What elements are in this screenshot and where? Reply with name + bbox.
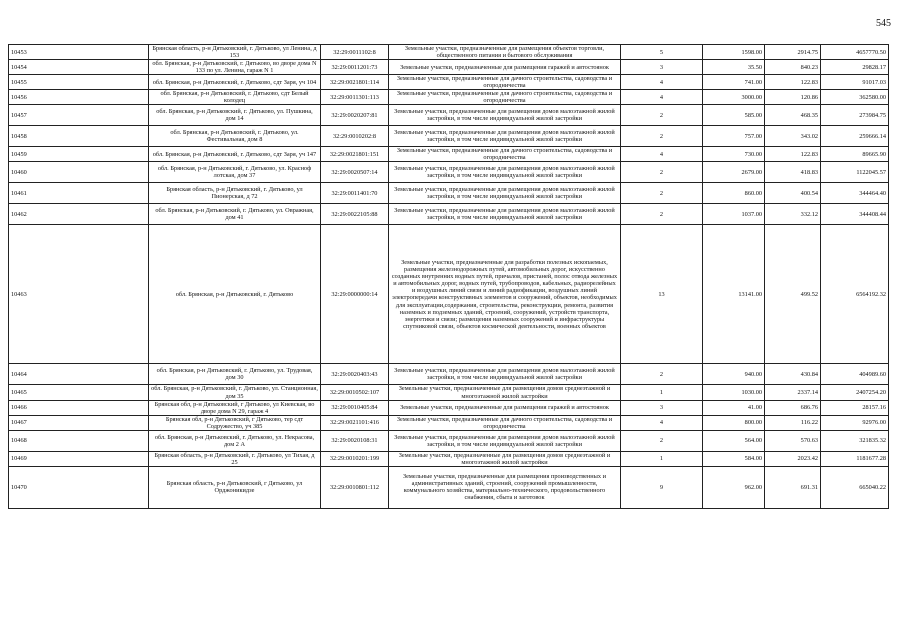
table-row — [9, 147, 889, 162]
land-use-cell: Земельные участки, предназначенные для дачного строительства, садоводства и огородничества — [389, 90, 621, 105]
address-cell: обл. Брянская, р-н Дятьковский, г. Дятьково, ул. Овражная, дом 41 — [149, 204, 321, 225]
cadastral-value-cell: 28157.16 — [821, 400, 889, 415]
land-use-cell: Земельные участки, предназначенные для размещения объектов торговли, общественного питания и бытового обслуживания — [389, 45, 621, 60]
area-cell: 13141.00 — [703, 225, 765, 364]
area-cell: 585.00 — [703, 105, 765, 126]
land-use-cell: Земельные участки, предназначенные для размещения домов среднеэтажной и многоэтажной жилой застройки — [389, 451, 621, 466]
row-number: 10466 — [9, 400, 149, 415]
row-number: 10469 — [9, 451, 149, 466]
address-cell: Брянская область, р-н Дятьковский, г Дятьково, ул Орджоникидзе — [149, 466, 321, 508]
specific-value-cell: 2023.42 — [765, 451, 821, 466]
specific-value-cell: 116.22 — [765, 415, 821, 430]
row-number: 10468 — [9, 430, 149, 451]
area-cell: 2679.00 — [703, 162, 765, 183]
specific-value-cell: 122.83 — [765, 147, 821, 162]
specific-value-cell: 468.35 — [765, 105, 821, 126]
area-cell: 564.00 — [703, 430, 765, 451]
area-cell: 757.00 — [703, 126, 765, 147]
cadastral-number-cell: 32:29:0010405:84 — [321, 400, 389, 415]
address-cell: обл. Брянская, р-н Дятьковский, г. Дятьково — [149, 225, 321, 364]
area-cell: 940.00 — [703, 364, 765, 385]
land-use-cell: Земельные участки, предназначенные для размещения производственных и административных зданий, строений, сооружений промышленности, коммунального хозяйства, материально-технического, продовольственного снабжения, сбыта и заготовок — [389, 466, 621, 508]
cadastral-number-cell: 32:29:0021801:114 — [321, 75, 389, 90]
address-cell: Брянская область, р-н Дятьковский, г. Дятьково, ул Пионерская, д 72 — [149, 183, 321, 204]
land-use-cell: Земельные участки, предназначенные для дачного строительства, садоводства и огородничества — [389, 415, 621, 430]
land-use-cell: Земельные участки, предназначенные для размещения домов малоэтажной жилой застройки, в том числе индивидуальной жилой застройки — [389, 183, 621, 204]
land-use-cell: Земельные участки, предназначенные для дачного строительства, садоводства и огородничества — [389, 147, 621, 162]
land-use-cell: Земельные участки, предназначенные для размещения домов малоэтажной жилой застройки, в том числе индивидуальной жилой застройки — [389, 105, 621, 126]
row-number: 10461 — [9, 183, 149, 204]
table-row — [9, 90, 889, 105]
table-row — [9, 60, 889, 75]
land-use-cell: Земельные участки, предназначенные для размещения домов малоэтажной жилой застройки, в том числе индивидуальной жилой застройки — [389, 162, 621, 183]
cadastral-number-cell: 32:29:0010201:199 — [321, 451, 389, 466]
group-cell: 4 — [621, 147, 703, 162]
table-row — [9, 126, 889, 147]
row-number: 10462 — [9, 204, 149, 225]
specific-value-cell: 430.84 — [765, 364, 821, 385]
cadastral-number-cell: 32:29:0010801:112 — [321, 466, 389, 508]
cadastral-number-cell: 32:29:0010502:107 — [321, 385, 389, 400]
address-cell: обл. Брянская, р-н Дятьковский, г. Дятьково, ул. Некрасова, дом 2 А — [149, 430, 321, 451]
cadastral-value-cell: 4657770.50 — [821, 45, 889, 60]
cadastral-value-cell: 29828.17 — [821, 60, 889, 75]
address-cell: обл. Брянская, р-н Дятьковский, г. Дятьково, сдт Белый колодец — [149, 90, 321, 105]
table-row — [9, 162, 889, 183]
land-use-cell: Земельные участки, предназначенные для размещения гаражей и автостоянок — [389, 60, 621, 75]
group-cell: 2 — [621, 105, 703, 126]
address-cell: Брянская обл, р-н Дятьковский, г Дятьково, тер сдт Содружество, уч 385 — [149, 415, 321, 430]
row-number: 10458 — [9, 126, 149, 147]
address-cell: Брянская область, р-н Дятьковский, г. Дятьково, ул Ленина, д 153 — [149, 45, 321, 60]
cadastral-number-cell: 32:29:0000000:14 — [321, 225, 389, 364]
address-cell: обл. Брянская, р-н Дятьковский, г. Дятьково, ул. Фестивальная, дом 8 — [149, 126, 321, 147]
cadastral-number-cell: 32:29:0011201:73 — [321, 60, 389, 75]
cadastral-value-cell: 362580.00 — [821, 90, 889, 105]
group-cell: 2 — [621, 162, 703, 183]
land-use-cell: Земельные участки, предназначенные для размещения домов малоэтажной жилой застройки, в том числе индивидуальной жилой застройки — [389, 126, 621, 147]
table-row — [9, 105, 889, 126]
address-cell: обл. Брянская, р-н Дятьковский, г. Дятьково, во дворе дома N 133 по ул. Ленина, гараж N 1 — [149, 60, 321, 75]
cadastral-value-cell: 665040.22 — [821, 466, 889, 508]
land-use-cell: Земельные участки, предназначенные для размещения гаражей и автостоянок — [389, 400, 621, 415]
table-row — [9, 75, 889, 90]
address-cell: обл. Брянская, р-н Дятьковский, г. Дятьково, сдт Заря, уч 147 — [149, 147, 321, 162]
row-number: 10465 — [9, 385, 149, 400]
address-cell: обл. Брянская, р-н Дятьковский, г. Дятьково, ул. Красноф лотская, дом 37 — [149, 162, 321, 183]
address-cell: обл. Брянская, р-н Дятьковский, г. Дятьково, сдт Заря, уч 104 — [149, 75, 321, 90]
specific-value-cell: 418.83 — [765, 162, 821, 183]
cadastral-value-cell: 344464.40 — [821, 183, 889, 204]
cadastral-value-cell: 92976.00 — [821, 415, 889, 430]
row-number: 10455 — [9, 75, 149, 90]
group-cell: 2 — [621, 364, 703, 385]
specific-value-cell: 2337.14 — [765, 385, 821, 400]
cadastral-number-cell: 32:29:0011102:8 — [321, 45, 389, 60]
row-number: 10467 — [9, 415, 149, 430]
specific-value-cell: 400.54 — [765, 183, 821, 204]
table-row — [9, 400, 889, 415]
area-cell: 1598.00 — [703, 45, 765, 60]
area-cell: 3000.00 — [703, 90, 765, 105]
area-cell: 41.00 — [703, 400, 765, 415]
specific-value-cell: 332.12 — [765, 204, 821, 225]
cadastral-number-cell: 32:29:0020207:81 — [321, 105, 389, 126]
table-row — [9, 204, 889, 225]
land-use-cell: Земельные участки, предназначенные для размещения домов малоэтажной жилой застройки, в том числе индивидуальной жилой застройки — [389, 204, 621, 225]
area-cell: 730.00 — [703, 147, 765, 162]
cadastral-value-cell: 321835.32 — [821, 430, 889, 451]
land-use-cell: Земельные участки, предназначенные для размещения домов малоэтажной жилой застройки, в том числе индивидуальной жилой застройки — [389, 364, 621, 385]
cadastral-number-cell: 32:29:0020507:14 — [321, 162, 389, 183]
group-cell: 3 — [621, 60, 703, 75]
group-cell: 2 — [621, 204, 703, 225]
group-cell: 1 — [621, 451, 703, 466]
row-number: 10460 — [9, 162, 149, 183]
specific-value-cell: 2914.75 — [765, 45, 821, 60]
address-cell: Брянская обл, р-н Дятьковский, г Дятьково, ул Киевская, во дворе дома N 29, гараж 4 — [149, 400, 321, 415]
cadastral-value-cell: 344408.44 — [821, 204, 889, 225]
land-use-cell: Земельные участки, предназначенные для дачного строительства, садоводства и огородничества — [389, 75, 621, 90]
cadastral-number-cell: 32:29:0021101:416 — [321, 415, 389, 430]
address-cell: обл. Брянская, р-н Дятьковский, г. Дятьково, ул. Станционная, дом 35 — [149, 385, 321, 400]
specific-value-cell: 499.52 — [765, 225, 821, 364]
cadastral-value-cell: 1181677.28 — [821, 451, 889, 466]
group-cell: 3 — [621, 400, 703, 415]
group-cell: 9 — [621, 466, 703, 508]
area-cell: 584.00 — [703, 451, 765, 466]
table-row — [9, 183, 889, 204]
cadastral-value-cell: 404989.60 — [821, 364, 889, 385]
specific-value-cell: 122.83 — [765, 75, 821, 90]
specific-value-cell: 120.86 — [765, 90, 821, 105]
cadastral-value-cell: 6564192.32 — [821, 225, 889, 364]
cadastral-value-cell: 89665.90 — [821, 147, 889, 162]
specific-value-cell: 691.31 — [765, 466, 821, 508]
cadastral-value-cell: 91017.03 — [821, 75, 889, 90]
group-cell: 2 — [621, 126, 703, 147]
specific-value-cell: 570.63 — [765, 430, 821, 451]
cadastral-value-cell: 273984.75 — [821, 105, 889, 126]
land-use-cell: Земельные участки, предназначенные для разработки полезных ископаемых, размещения железнодорожных путей, автомобильных дорог, искусственно созданных внутренних водных путей, причалов, пристаней, полос отвода железных и автомобильных дорог, водных путей, трубопроводов, кабельных, радиорелейных и воздушных линий связи и линий радиофикации, воздушных линий электропередачи конструктивных элементов и сооружений, объектов, необходимых для эксплуатации,содержания, строительства, реконструкции, ремонта, развития наземных и подземных зданий, строений, сооружений, устройств транспорта, энергетики и связи; размещения наземных сооружений и инфраструктуры спутниковой связи, объектов космической деятельности, военных объектов — [389, 225, 621, 364]
group-cell: 4 — [621, 90, 703, 105]
row-number: 10453 — [9, 45, 149, 60]
specific-value-cell: 343.02 — [765, 126, 821, 147]
area-cell: 741.00 — [703, 75, 765, 90]
cadastral-value-cell: 259666.14 — [821, 126, 889, 147]
group-cell: 4 — [621, 75, 703, 90]
area-cell: 1030.00 — [703, 385, 765, 400]
area-cell: 1037.00 — [703, 204, 765, 225]
cadastral-number-cell: 32:29:0011401:70 — [321, 183, 389, 204]
group-cell: 2 — [621, 183, 703, 204]
table-row — [9, 430, 889, 451]
group-cell: 1 — [621, 385, 703, 400]
table-row — [9, 364, 889, 385]
group-cell: 2 — [621, 430, 703, 451]
table-row — [9, 45, 889, 60]
land-use-cell: Земельные участки, предназначенные для размещения домов среднеэтажной и многоэтажной жилой застройки — [389, 385, 621, 400]
cadastral-number-cell: 32:29:0021801:151 — [321, 147, 389, 162]
area-cell: 860.00 — [703, 183, 765, 204]
group-cell: 4 — [621, 415, 703, 430]
row-number: 10463 — [9, 225, 149, 364]
land-registry-table — [8, 44, 889, 509]
specific-value-cell: 840.23 — [765, 60, 821, 75]
address-cell: обл. Брянская, р-н Дятьковский, г. Дятьково, ул. Пушкина, дом 14 — [149, 105, 321, 126]
cadastral-value-cell: 2407254.20 — [821, 385, 889, 400]
area-cell: 962.00 — [703, 466, 765, 508]
land-use-cell: Земельные участки, предназначенные для размещения домов малоэтажной жилой застройки, в том числе индивидуальной жилой застройки — [389, 430, 621, 451]
address-cell: Брянская область, р-н Дятьковский, г. Дятьково, ул Тихая, д 25 — [149, 451, 321, 466]
row-number: 10457 — [9, 105, 149, 126]
cadastral-number-cell: 32:29:0011301:113 — [321, 90, 389, 105]
cadastral-number-cell: 32:29:0020108:31 — [321, 430, 389, 451]
area-cell: 800.00 — [703, 415, 765, 430]
specific-value-cell: 686.76 — [765, 400, 821, 415]
group-cell: 5 — [621, 45, 703, 60]
address-cell: обл. Брянская, р-н Дятьковский, г. Дятьково, ул. Трудовая, дом 30 — [149, 364, 321, 385]
table-row — [9, 385, 889, 400]
table-row — [9, 415, 889, 430]
cadastral-value-cell: 1122045.57 — [821, 162, 889, 183]
row-number: 10464 — [9, 364, 149, 385]
table-row — [9, 451, 889, 466]
area-cell: 35.50 — [703, 60, 765, 75]
row-number: 10470 — [9, 466, 149, 508]
page-number: 545 — [876, 18, 891, 29]
cadastral-number-cell: 32:29:0010202:8 — [321, 126, 389, 147]
group-cell: 13 — [621, 225, 703, 364]
cadastral-number-cell: 32:29:0020403:43 — [321, 364, 389, 385]
table-row — [9, 466, 889, 508]
row-number: 10454 — [9, 60, 149, 75]
cadastral-number-cell: 32:29:0022105:88 — [321, 204, 389, 225]
table-row — [9, 225, 889, 364]
row-number: 10459 — [9, 147, 149, 162]
table-body — [9, 45, 889, 509]
row-number: 10456 — [9, 90, 149, 105]
